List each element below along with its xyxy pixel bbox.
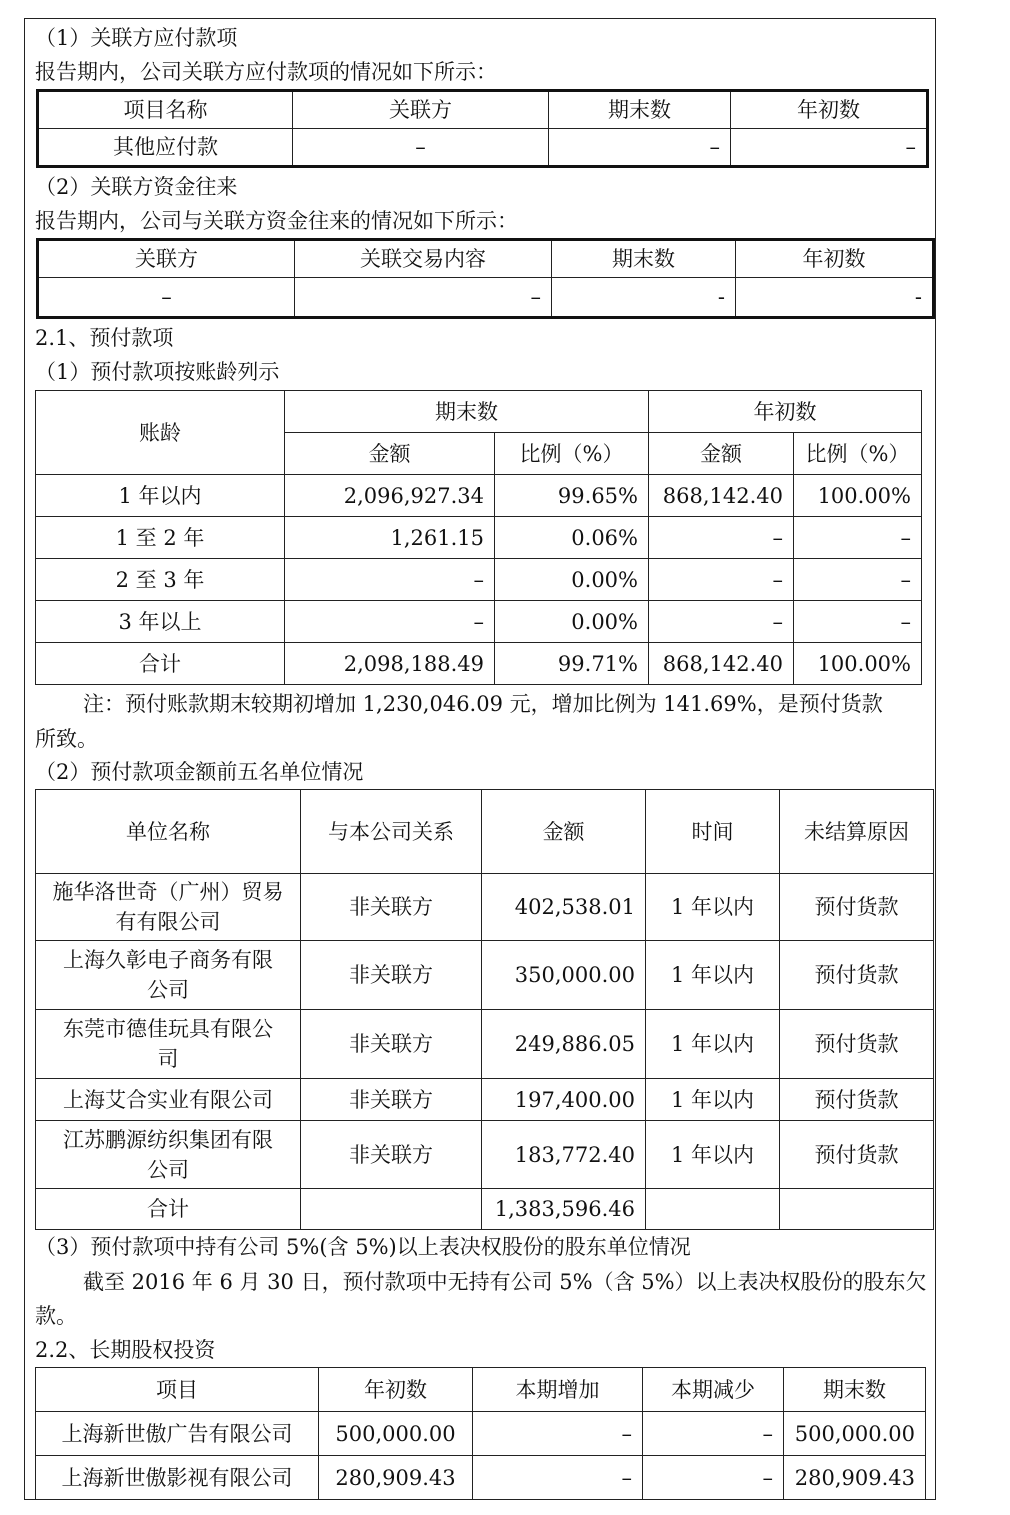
table-cell: 预付货款 <box>780 874 934 941</box>
table-row <box>38 129 928 167</box>
table-cell: 1 至 2 年 <box>36 517 285 559</box>
table-cell: 99.65% <box>495 475 649 517</box>
table-cell: 1 年以内 <box>646 941 780 1010</box>
col-header-ratio: 比例（%） <box>495 433 649 475</box>
table-cell: 197,400.00 <box>482 1079 646 1121</box>
table-cell: 1 年以内 <box>36 475 285 517</box>
table-cell: 100.00% <box>794 475 922 517</box>
company-name-line: 公司 <box>147 1157 189 1182</box>
table-cell: 1 年以内 <box>646 1079 780 1121</box>
company-name-line: 公司 <box>147 978 189 1002</box>
col-header: 年初数 <box>319 1368 473 1412</box>
related-payables-table <box>36 89 929 168</box>
company-name-line: 东莞市德佳玩具有限公 <box>63 1017 273 1041</box>
col-header-year-begin: 年初数 <box>649 391 922 433</box>
company-name-line: 司 <box>157 1047 179 1071</box>
table-cell: 非关联方 <box>301 941 482 1010</box>
table-cell-empty <box>646 1189 780 1230</box>
company-name-line: 有有限公司 <box>115 910 221 934</box>
table-row <box>36 1010 934 1079</box>
table-row <box>36 1456 926 1500</box>
table-cell: – <box>295 278 552 318</box>
col-header: 年初数 <box>731 91 928 129</box>
prepayments-aging-table <box>35 390 922 685</box>
table-cell: 上海新世傲影视有限公司 <box>36 1456 319 1500</box>
col-header: 与本公司关系 <box>301 790 482 874</box>
fund-transfers-table <box>36 238 935 319</box>
table-cell: 868,142.40 <box>649 475 794 517</box>
table-cell: – <box>794 517 922 559</box>
table-cell: – <box>794 601 922 643</box>
table-cell: 500,000.00 <box>784 1412 926 1456</box>
table-cell-empty <box>301 1189 482 1230</box>
table-cell: 其他应付款 <box>38 129 293 167</box>
col-header-aging: 账龄 <box>36 391 285 475</box>
table-cell: 预付货款 <box>780 941 934 1010</box>
table-cell: 上海新世傲广告有限公司 <box>36 1412 319 1456</box>
table-cell: 2,096,927.34 <box>285 475 495 517</box>
col-header-ratio: 比例（%） <box>794 433 922 475</box>
table-cell: – <box>285 601 495 643</box>
table-cell: 非关联方 <box>301 1079 482 1121</box>
col-header: 本期减少 <box>643 1368 784 1412</box>
section-title-shareholder-units: （3）预付款项中持有公司 5%(含 5%)以上表决权股份的股东单位情况 <box>35 1235 691 1259</box>
table-row <box>38 278 934 318</box>
col-header: 期末数 <box>552 240 736 278</box>
table-cell: 非关联方 <box>301 1010 482 1079</box>
col-header-amount: 金额 <box>285 433 495 475</box>
col-header: 金额 <box>482 790 646 874</box>
table-row <box>36 517 922 559</box>
table-cell-company <box>36 941 301 1010</box>
table-cell: – <box>731 129 928 167</box>
section-heading-prepayments: 2.1、预付款项 <box>35 326 174 350</box>
table-cell: – <box>649 517 794 559</box>
table-cell: 500,000.00 <box>319 1412 473 1456</box>
table-header-row <box>36 391 922 433</box>
table-cell: 0.00% <box>495 559 649 601</box>
table-cell: 预付货款 <box>780 1010 934 1079</box>
table-cell: – <box>473 1456 643 1500</box>
table-row <box>36 941 934 1010</box>
table-cell: 100.00% <box>794 643 922 685</box>
col-header: 期末数 <box>784 1368 926 1412</box>
col-header: 关联方 <box>38 240 295 278</box>
table-cell: 402,538.01 <box>482 874 646 941</box>
table-cell: – <box>649 559 794 601</box>
table-cell: 249,886.05 <box>482 1010 646 1079</box>
table-cell: 非关联方 <box>301 874 482 941</box>
table-total-row <box>36 643 922 685</box>
table-cell: – <box>643 1412 784 1456</box>
table-cell-company <box>36 1121 301 1189</box>
table-header-row <box>36 1368 926 1412</box>
table-total-row <box>36 1189 934 1230</box>
table-cell: 868,142.40 <box>649 643 794 685</box>
table-cell: 0.00% <box>495 601 649 643</box>
table-cell: 1,261.15 <box>285 517 495 559</box>
section-title-related-payables: （1）关联方应付款项 <box>35 26 238 50</box>
note-line-2: 所致。 <box>35 727 98 751</box>
table-cell-empty <box>780 1189 934 1230</box>
company-name-line: 江苏鹏源纺织集团有限 <box>63 1127 273 1152</box>
col-header: 未结算原因 <box>780 790 934 874</box>
col-header: 期末数 <box>549 91 731 129</box>
col-header: 本期增加 <box>473 1368 643 1412</box>
table-cell: 183,772.40 <box>482 1121 646 1189</box>
table-row <box>36 559 922 601</box>
col-header: 年初数 <box>736 240 934 278</box>
table-cell: 1 年以内 <box>646 874 780 941</box>
section-heading-long-term-equity: 2.2、长期股权投资 <box>35 1338 216 1362</box>
table-cell: 3 年以上 <box>36 601 285 643</box>
table-cell: 99.71% <box>495 643 649 685</box>
col-header: 项目名称 <box>38 91 293 129</box>
table-cell: - <box>736 278 934 318</box>
table-cell-company: 上海艾合实业有限公司 <box>36 1079 301 1121</box>
section-title-prepayments-aging: （1）预付款项按账龄列示 <box>35 360 280 384</box>
table-cell: 280,909.43 <box>319 1456 473 1500</box>
col-header-amount: 金额 <box>649 433 794 475</box>
col-header: 项目 <box>36 1368 319 1412</box>
table-cell: – <box>549 129 731 167</box>
table-row <box>36 1412 926 1456</box>
section-title-top-five: （2）预付款项金额前五名单位情况 <box>35 760 364 784</box>
section-text-line-1: 截至 2016 年 6 月 30 日，预付款项中无持有公司 5%（含 5%）以上表决权股份的股东欠 <box>83 1270 927 1294</box>
table-cell: – <box>649 601 794 643</box>
table-cell: 0.06% <box>495 517 649 559</box>
long-term-equity-table <box>35 1367 926 1500</box>
section-intro-related-payables: 报告期内，公司关联方应付款项的情况如下所示： <box>35 60 497 84</box>
table-cell: 合计 <box>36 1189 301 1230</box>
table-cell: – <box>794 559 922 601</box>
col-header: 关联方 <box>293 91 549 129</box>
col-header: 关联交易内容 <box>295 240 552 278</box>
table-cell: 合计 <box>36 643 285 685</box>
company-name-line: 施华洛世奇（广州）贸易 <box>52 880 284 904</box>
table-cell: 预付货款 <box>780 1079 934 1121</box>
table-cell: – <box>285 559 495 601</box>
table-cell: 1 年以内 <box>646 1010 780 1079</box>
table-header-row <box>36 790 934 874</box>
document-page <box>24 18 936 1500</box>
table-cell-company <box>36 1010 301 1079</box>
table-row <box>36 601 922 643</box>
table-cell: 预付货款 <box>780 1121 934 1189</box>
col-header-period-end: 期末数 <box>285 391 649 433</box>
table-cell: 1 年以内 <box>646 1121 780 1189</box>
table-cell: 2 至 3 年 <box>36 559 285 601</box>
table-row <box>36 874 934 941</box>
col-header: 时间 <box>646 790 780 874</box>
note-line-1: 注：预付账款期末较期初增加 1,230,046.09 元，增加比例为 141.69%，是预付货款 <box>83 692 883 716</box>
table-cell: 1,383,596.46 <box>482 1189 646 1230</box>
col-header: 单位名称 <box>36 790 301 874</box>
table-row <box>36 475 922 517</box>
table-header-row <box>38 91 928 129</box>
table-header-row <box>38 240 934 278</box>
table-row <box>36 1079 934 1121</box>
table-cell: 350,000.00 <box>482 941 646 1010</box>
section-intro-fund-transfers: 报告期内，公司与关联方资金往来的情况如下所示： <box>35 209 518 233</box>
table-row <box>36 1121 934 1189</box>
table-cell: 2,098,188.49 <box>285 643 495 685</box>
company-name-line: 上海久彰电子商务有限 <box>63 948 273 972</box>
table-cell: – <box>473 1412 643 1456</box>
table-cell: – <box>293 129 549 167</box>
section-title-fund-transfers: （2）关联方资金往来 <box>35 175 238 199</box>
section-text-line-2: 款。 <box>35 1304 77 1328</box>
table-cell-company <box>36 874 301 941</box>
table-cell: – <box>38 278 295 318</box>
top-five-prepayments-table <box>35 789 934 1230</box>
table-cell: 280,909.43 <box>784 1456 926 1500</box>
table-cell: 非关联方 <box>301 1121 482 1189</box>
table-cell: - <box>552 278 736 318</box>
table-cell: – <box>643 1456 784 1500</box>
